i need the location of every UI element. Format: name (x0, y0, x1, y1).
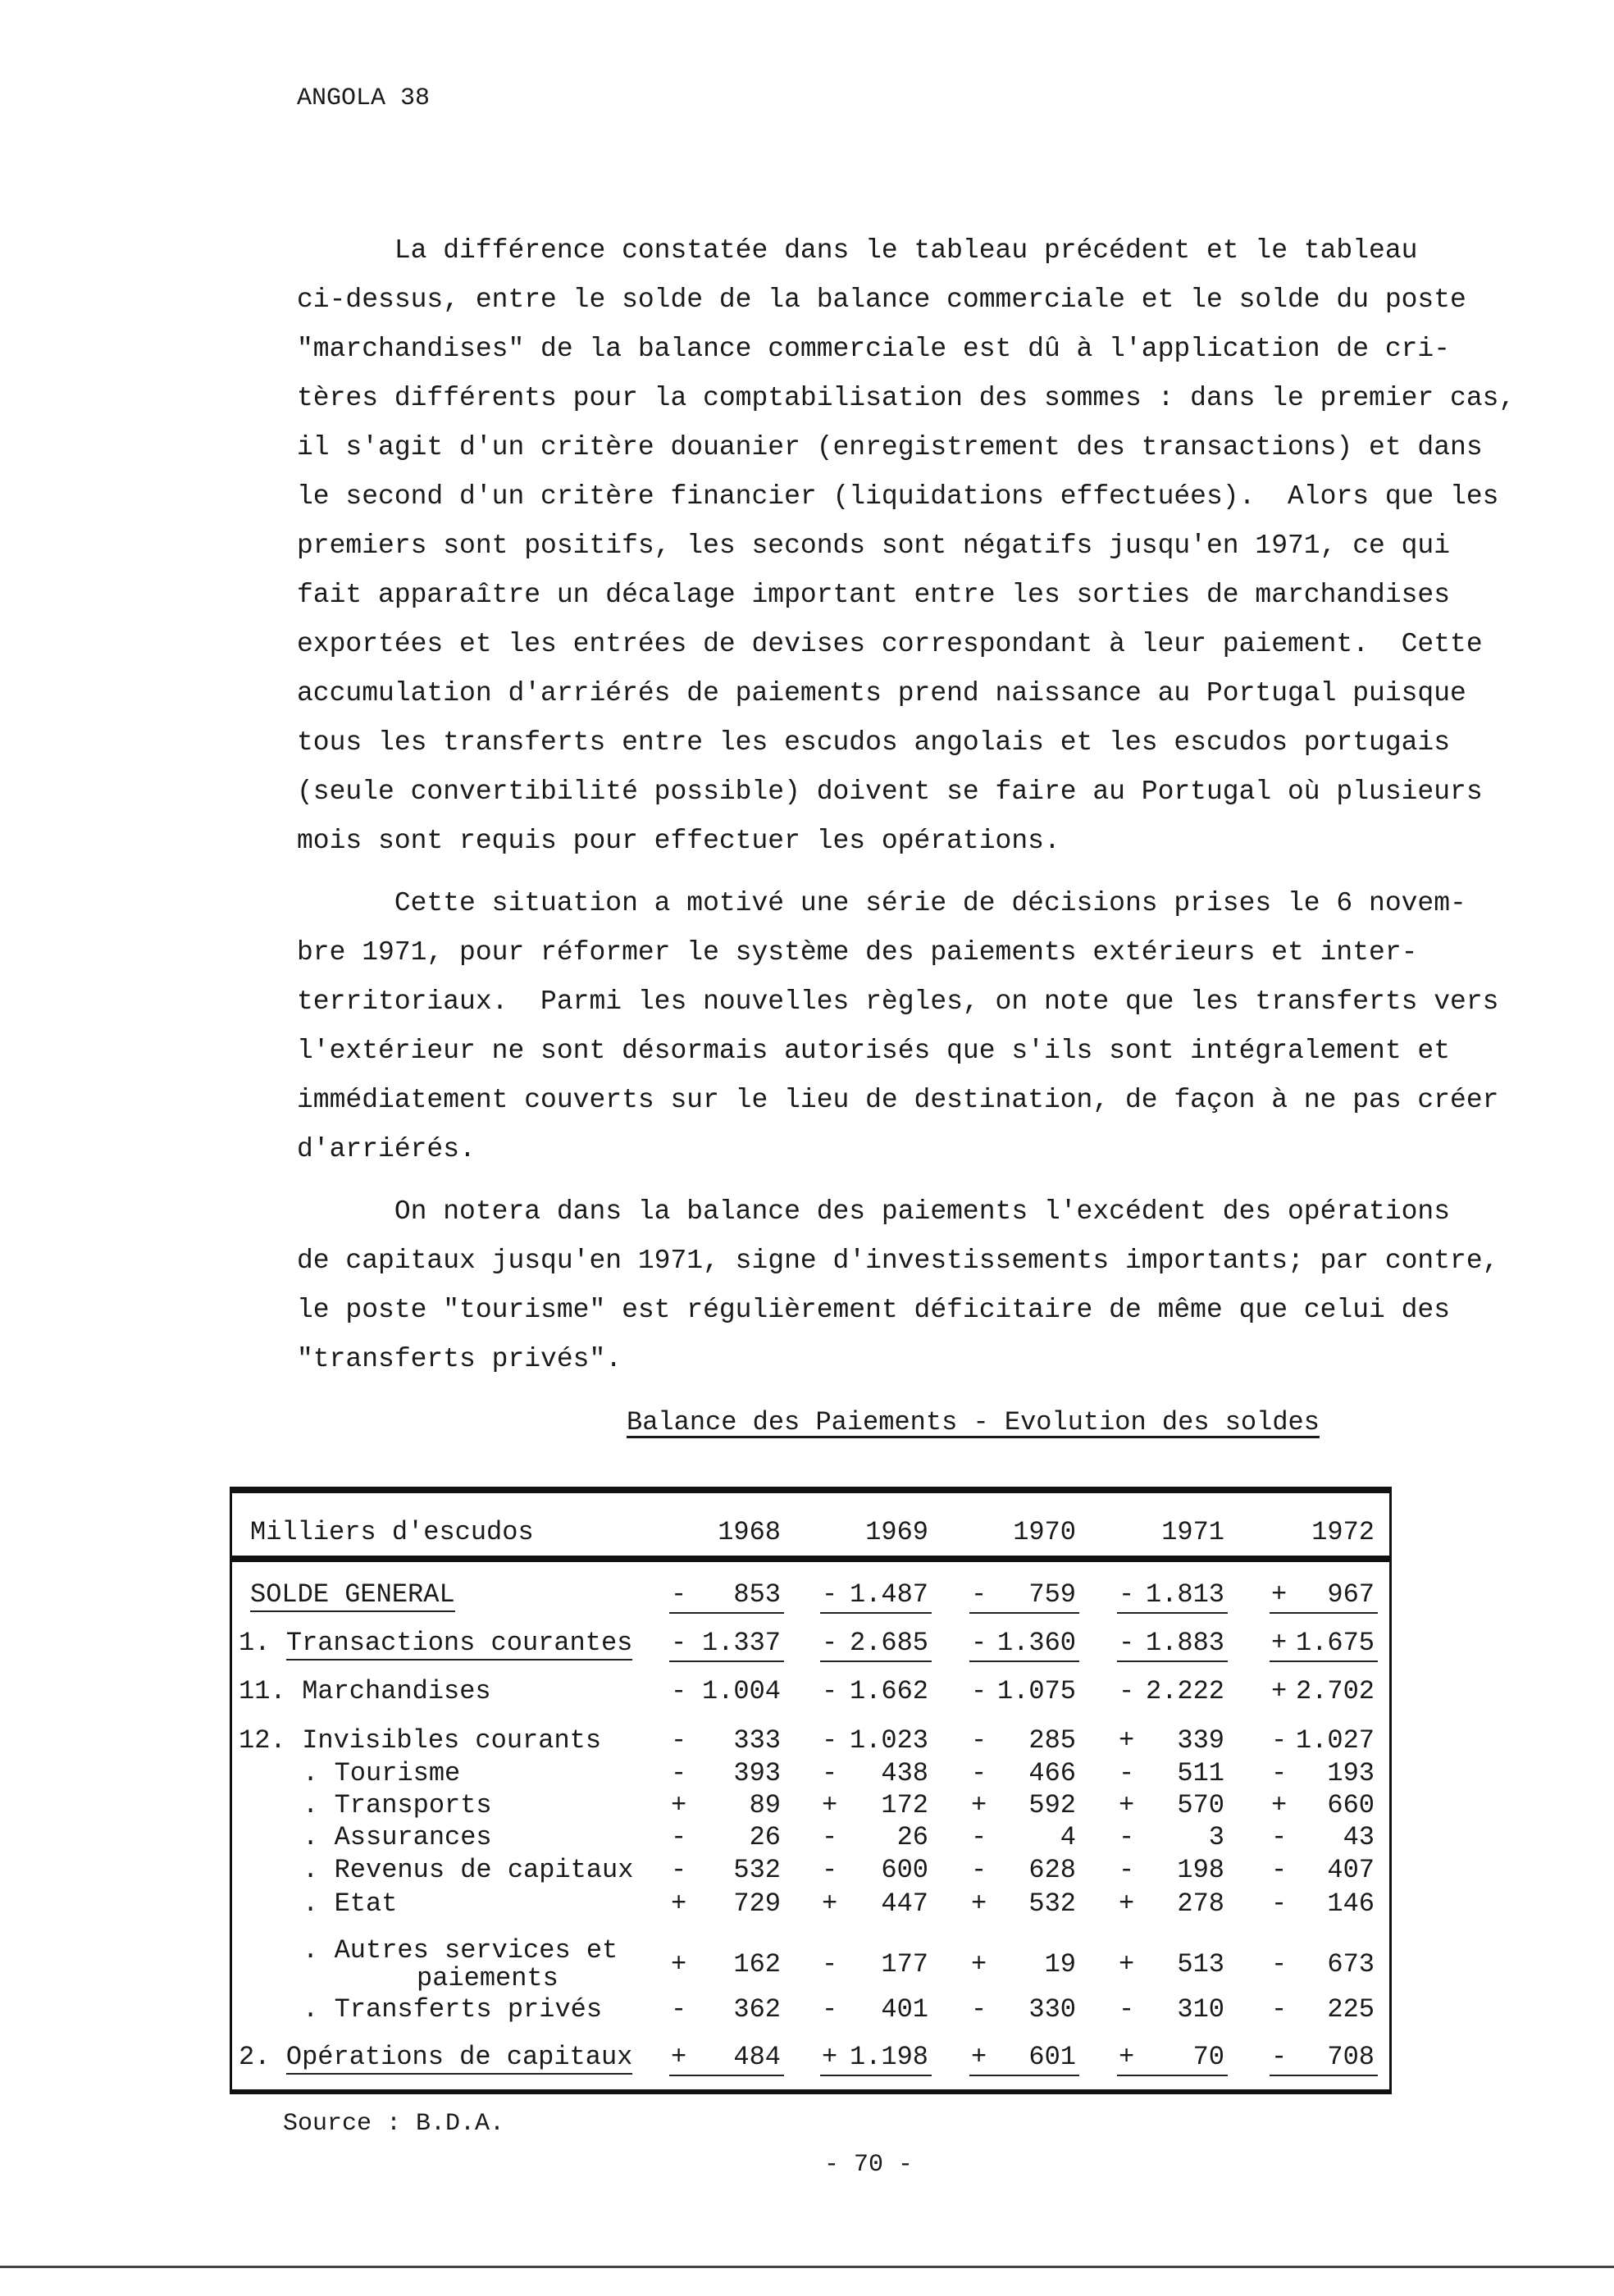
value-number: 177 (881, 1949, 928, 1979)
text-line: de capitaux jusqu'en 1971, signe d'investissements importants; par contre, (297, 1246, 1499, 1276)
value-sign: + (1271, 1628, 1288, 1658)
value-number: 673 (1327, 1949, 1375, 1979)
value-sign: + (671, 2042, 687, 2072)
value-underline (1117, 1612, 1228, 1614)
value-sign: - (1119, 1676, 1135, 1706)
value-number: 193 (1327, 1758, 1375, 1788)
paragraph-2 (297, 879, 1498, 1174)
value-sign: - (971, 1628, 987, 1658)
value-sign: - (822, 1579, 838, 1610)
value-number: 339 (1177, 1725, 1224, 1756)
row-label: Etat (334, 1888, 398, 1919)
value-number: 1.075 (996, 1676, 1076, 1706)
year-header: 1970 (1013, 1517, 1076, 1547)
value-sign: - (971, 1855, 987, 1885)
value-sign: + (822, 1888, 838, 1919)
value-number: 362 (733, 1994, 781, 2025)
value-sign: - (671, 1628, 687, 1658)
page-header: ANGOLA 38 (297, 84, 431, 112)
value-sign: - (971, 1994, 987, 2025)
value-number: 393 (733, 1758, 781, 1788)
value-underline (1117, 2075, 1228, 2076)
value-underline (1117, 1660, 1228, 1662)
value-sign: - (671, 1579, 687, 1610)
value-number: 26 (749, 1822, 781, 1852)
value-sign: - (671, 1725, 687, 1756)
value-number: 1.023 (849, 1725, 928, 1756)
value-number: 2.702 (1295, 1676, 1375, 1706)
table-title: Balance des Paiements - Evolution des soldes (627, 1407, 1320, 1437)
value-sign: + (671, 1888, 687, 1919)
year-header: 1972 (1311, 1517, 1375, 1547)
row-label-continued: paiements (417, 1963, 559, 1993)
value-sign: + (1119, 1949, 1135, 1979)
text-line: l'extérieur ne sont désormais autorisés que s'ils sont intégralement et (297, 1036, 1451, 1066)
value-number: 1.487 (849, 1579, 928, 1610)
value-sign: + (1271, 1579, 1288, 1610)
row-label: Assurances (334, 1822, 492, 1852)
text-line: exportées et les entrées de devises correspondant à leur paiement. Cette (297, 629, 1483, 659)
value-number: 330 (1028, 1994, 1076, 2025)
row-label: Marchandises (302, 1676, 491, 1706)
balance-table (230, 1487, 1392, 2094)
value-sign: + (1119, 2042, 1135, 2072)
value-underline (669, 2075, 784, 2076)
value-sign: - (822, 1676, 838, 1706)
value-number: 570 (1177, 1790, 1224, 1820)
value-sign: - (822, 1628, 838, 1658)
row-label: Transports (334, 1790, 492, 1820)
value-sign: + (822, 2042, 838, 2072)
value-number: 592 (1028, 1790, 1076, 1820)
value-sign: + (971, 1949, 987, 1979)
value-number: 285 (1028, 1725, 1076, 1756)
text-line: bre 1971, pour réformer le système des paiements extérieurs et inter- (297, 937, 1418, 968)
value-sign: - (971, 1822, 987, 1852)
value-sign: + (671, 1949, 687, 1979)
text-line: premiers sont positifs, les seconds sont négatifs jusqu'en 1971, ce qui (297, 531, 1451, 561)
value-number: 759 (1028, 1579, 1076, 1610)
value-number: 2.685 (849, 1628, 928, 1658)
value-underline (820, 1660, 932, 1662)
value-underline (1270, 1612, 1378, 1614)
row-bullet: . (303, 1822, 335, 1852)
value-sign: - (1119, 1994, 1135, 2025)
text-line: fait apparaître un décalage important entre les sorties de marchandises (297, 580, 1451, 610)
value-sign: - (1119, 1628, 1135, 1658)
value-sign: - (1271, 1888, 1288, 1919)
row-bullet: . (303, 1888, 335, 1919)
row-label: Transferts privés (334, 1994, 603, 2025)
text-line: le poste "tourisme" est régulièrement déficitaire de même que celui des (297, 1295, 1451, 1325)
value-number: 1.004 (701, 1676, 781, 1706)
value-sign: - (1271, 1758, 1288, 1788)
row-label: Autres services et (334, 1935, 618, 1966)
value-number: 853 (733, 1579, 781, 1610)
value-sign: - (1271, 1949, 1288, 1979)
value-sign: + (822, 1790, 838, 1820)
value-sign: + (1119, 1725, 1135, 1756)
text-line: le second d'un critère financier (liquidations effectuées). Alors que les (297, 481, 1499, 512)
value-sign: - (671, 1758, 687, 1788)
value-number: 438 (881, 1758, 928, 1788)
row-label: Opérations de capitaux (286, 2043, 632, 2075)
value-number: 513 (1177, 1949, 1224, 1979)
page-number: - 70 - (824, 2151, 914, 2179)
value-underline (669, 1612, 784, 1614)
text-line: tous les transferts entre les escudos angolais et les escudos portugais (297, 727, 1451, 758)
value-underline (969, 2075, 1079, 2076)
value-sign: - (822, 1994, 838, 2025)
value-sign: - (671, 1822, 687, 1852)
value-sign: - (1271, 1855, 1288, 1885)
value-sign: - (822, 1758, 838, 1788)
year-header: 1968 (718, 1517, 781, 1547)
row-label: Invisibles courants (302, 1725, 602, 1756)
value-number: 89 (749, 1790, 781, 1820)
value-number: 1.360 (996, 1628, 1076, 1658)
value-number: 511 (1177, 1758, 1224, 1788)
value-sign: - (822, 1822, 838, 1852)
value-sign: - (1271, 1994, 1288, 2025)
text-line: d'arriérés. (297, 1134, 476, 1164)
value-number: 407 (1327, 1855, 1375, 1885)
row-label: SOLDE GENERAL (250, 1581, 455, 1612)
value-underline (969, 1660, 1079, 1662)
text-line: La différence constatée dans le tableau précédent et le tableau (297, 235, 1418, 266)
value-number: 600 (881, 1855, 928, 1885)
year-header: 1969 (865, 1517, 928, 1547)
value-number: 967 (1327, 1579, 1375, 1610)
value-sign: - (671, 1994, 687, 2025)
value-sign: - (1271, 2042, 1288, 2072)
value-number: 225 (1327, 1994, 1375, 2025)
text-line: On notera dans la balance des paiements l'excédent des opérations (297, 1196, 1451, 1227)
value-number: 19 (1044, 1949, 1076, 1979)
value-number: 601 (1028, 2042, 1076, 2072)
value-number: 172 (881, 1790, 928, 1820)
row-bullet: . (303, 1790, 335, 1820)
value-underline (1270, 2075, 1378, 2076)
value-number: 1.337 (701, 1628, 781, 1658)
row-label: Revenus de capitaux (334, 1855, 634, 1885)
value-sign: - (971, 1676, 987, 1706)
unit-label: Milliers d'escudos (250, 1517, 534, 1547)
row-number: 2. (239, 2042, 286, 2072)
value-sign: - (822, 1949, 838, 1979)
value-sign: - (671, 1855, 687, 1885)
value-sign: - (1119, 1758, 1135, 1788)
value-number: 1.027 (1295, 1725, 1375, 1756)
value-number: 146 (1327, 1888, 1375, 1919)
value-sign: + (971, 1888, 987, 1919)
value-sign: - (971, 1758, 987, 1788)
text-line: "transferts privés". (297, 1344, 622, 1374)
row-label: Transactions courantes (286, 1629, 632, 1660)
row-number: 1. (239, 1628, 286, 1658)
header-divider (232, 1556, 1389, 1562)
value-number: 70 (1192, 2042, 1224, 2072)
value-number: 1.662 (849, 1676, 928, 1706)
row-bullet: . (303, 1994, 335, 2025)
value-number: 484 (733, 2042, 781, 2072)
value-number: 660 (1327, 1790, 1375, 1820)
value-sign: + (971, 1790, 987, 1820)
value-sign: + (1119, 1888, 1135, 1919)
value-number: 1.883 (1145, 1628, 1224, 1658)
value-underline (1270, 1660, 1378, 1662)
value-underline (969, 1612, 1079, 1614)
source-note: Source : B.D.A. (283, 2110, 505, 2138)
value-sign: + (1271, 1676, 1288, 1706)
value-number: 532 (733, 1855, 781, 1885)
row-number: 12. (239, 1725, 302, 1756)
value-sign: - (1271, 1725, 1288, 1756)
value-number: 628 (1028, 1855, 1076, 1885)
value-number: 401 (881, 1994, 928, 2025)
paragraph-3 (297, 1187, 1498, 1384)
row-label: Tourisme (334, 1758, 461, 1788)
row-bullet: . (303, 1758, 335, 1788)
value-number: 1.813 (1145, 1579, 1224, 1610)
value-number: 708 (1327, 2042, 1375, 2072)
value-number: 447 (881, 1888, 928, 1919)
value-number: 162 (733, 1949, 781, 1979)
value-sign: - (1119, 1822, 1135, 1852)
value-sign: + (971, 2042, 987, 2072)
value-sign: - (1119, 1855, 1135, 1885)
text-line: territoriaux. Parmi les nouvelles règles, on note que les transferts vers (297, 986, 1499, 1017)
value-sign: - (971, 1725, 987, 1756)
text-line: tères différents pour la comptabilisation des sommes : dans le premier cas, (297, 383, 1516, 413)
text-line: Cette situation a motivé une série de décisions prises le 6 novem- (297, 888, 1466, 918)
value-number: 310 (1177, 1994, 1224, 2025)
value-underline (669, 1660, 784, 1662)
text-line: (seule convertibilité possible) doivent se faire au Portugal où plusieurs (297, 777, 1483, 807)
value-number: 26 (896, 1822, 928, 1852)
value-number: 729 (733, 1888, 781, 1919)
value-number: 466 (1028, 1758, 1076, 1788)
value-sign: + (1271, 1790, 1288, 1820)
value-number: 4 (1060, 1822, 1076, 1852)
value-sign: - (1271, 1822, 1288, 1852)
bottom-rule (0, 2266, 1614, 2268)
value-number: 1.198 (849, 2042, 928, 2072)
text-line: il s'agit d'un critère douanier (enregistrement des transactions) et dans (297, 432, 1483, 462)
value-number: 198 (1177, 1855, 1224, 1885)
value-sign: - (822, 1725, 838, 1756)
text-line: mois sont requis pour effectuer les opérations. (297, 826, 1060, 856)
value-number: 278 (1177, 1888, 1224, 1919)
text-line: accumulation d'arriérés de paiements prend naissance au Portugal puisque (297, 678, 1466, 708)
value-number: 1.675 (1295, 1628, 1375, 1658)
row-bullet: . (303, 1855, 335, 1885)
row-bullet: . (303, 1935, 335, 1966)
value-number: 333 (733, 1725, 781, 1756)
value-underline (820, 2075, 932, 2076)
value-underline (820, 1612, 932, 1614)
value-number: 43 (1343, 1822, 1375, 1852)
text-line: immédiatement couverts sur le lieu de destination, de façon à ne pas créer (297, 1085, 1499, 1115)
value-sign: - (1119, 1579, 1135, 1610)
row-number: 11. (239, 1676, 302, 1706)
text-line: "marchandises" de la balance commerciale est dû à l'application de cri- (297, 334, 1451, 364)
text-line: ci-dessus, entre le solde de la balance commerciale et le solde du poste (297, 285, 1466, 315)
value-sign: + (1119, 1790, 1135, 1820)
year-header: 1971 (1161, 1517, 1224, 1547)
value-sign: - (671, 1676, 687, 1706)
paragraph-1 (297, 226, 1515, 866)
value-sign: - (822, 1855, 838, 1885)
value-number: 3 (1208, 1822, 1224, 1852)
value-number: 2.222 (1145, 1676, 1224, 1706)
value-sign: - (971, 1579, 987, 1610)
value-sign: + (671, 1790, 687, 1820)
value-number: 532 (1028, 1888, 1076, 1919)
